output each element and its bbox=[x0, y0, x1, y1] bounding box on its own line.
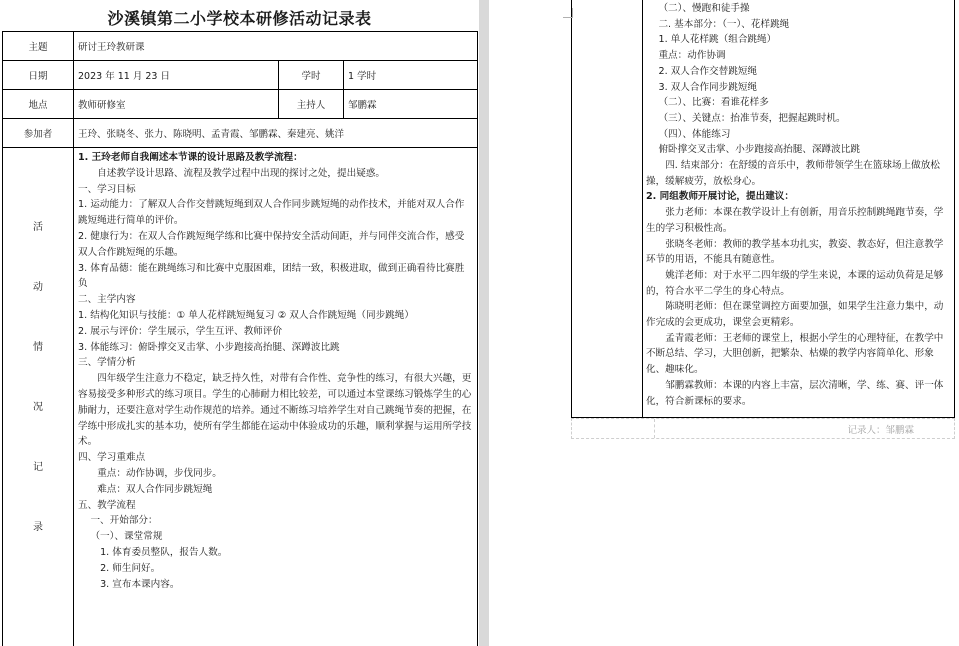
paragraph: 五、教学流程 bbox=[78, 499, 136, 511]
paragraph: 二. 基本部分：（一）、花样跳绳 bbox=[658, 18, 790, 30]
page-gutter bbox=[479, 0, 489, 646]
document-title: 沙溪镇第二小学校本研修活动记录表 bbox=[107, 9, 372, 28]
paragraph: 三、学情分析 bbox=[78, 357, 136, 369]
page-corner-mark bbox=[563, 8, 573, 18]
paragraph: （一）、课堂常规 bbox=[90, 531, 163, 543]
paragraph: 自述教学设计思路、流程及教学过程中出现的探讨之处，提出疑惑。 bbox=[97, 167, 385, 179]
record-content-right bbox=[646, 1, 952, 409]
paragraph: 2. 展示与评价：学生展示，学生互评、教师评价 bbox=[78, 325, 283, 337]
record-label-char: 情 bbox=[33, 342, 43, 353]
paragraph: 邹鹏霖教师：本课的内容上丰富，层次清晰，学、练、赛、评一体化，符合新课标的要求。 bbox=[646, 379, 944, 407]
theme-value: 研讨王玲教研课 bbox=[74, 32, 478, 61]
paragraph: 难点：双人合作同步跳短绳 bbox=[97, 483, 213, 495]
host-label: 主持人 bbox=[279, 90, 344, 119]
paragraph: 3. 宣布本课内容。 bbox=[100, 578, 180, 590]
record-content-left bbox=[78, 150, 473, 592]
paragraph: （四）、体能练习 bbox=[658, 128, 731, 140]
paragraph: 重点：动作协调，步伐同步。 bbox=[97, 467, 222, 479]
record-label-char: 活 bbox=[33, 222, 43, 233]
paragraph: 2. 双人合作交替跳短绳 bbox=[658, 65, 758, 77]
column-divider bbox=[642, 0, 643, 417]
paragraph: 姚洋老师：对于水平二四年级的学生来说，本课的运动负荷是足够的，符合水平二学生的身心特点。 bbox=[646, 269, 944, 297]
paragraph: 陈晓明老师：但在课堂调控方面要加强，如果学生注意力集中，动作完成的会更成功，课堂会更精彩。 bbox=[646, 301, 944, 329]
paragraph: 孟青霞老师：王老师的课堂上，根据小学生的心理特征，在教学中不断总结、学习，大胆创新，把繁杂、枯燥的教学内容简单化、形象化、趣味化。 bbox=[646, 332, 944, 376]
attendees-row bbox=[3, 119, 478, 148]
paragraph: 2. 同组教师开展讨论，提出建议： bbox=[646, 191, 794, 203]
recorder-row bbox=[571, 418, 955, 439]
paragraph: 1. 王玲老师自我阐述本节课的设计思路及教学流程： bbox=[78, 152, 303, 163]
theme-row bbox=[3, 32, 478, 61]
record-form-table bbox=[2, 31, 478, 646]
paragraph: 四年级学生注意力不稳定，缺乏持久性，对带有合作性、竞争性的练习，有很大兴趣，更容易接受多种形式的练习项目。学生的心肺耐力相比较差，可以通过本堂课练习锻炼学生的心肺耐力，还要注意对学生动作规范的培养。通过不断练习培养学生对自己跳绳节奏的把握，在学练中形成扎实的基本功，使所有学生都能在运动中体验成功的乐趣，顺利掌握与运用所学技术。 bbox=[78, 373, 472, 448]
paragraph: 2. 师生问好。 bbox=[100, 562, 161, 574]
attendees-value: 王玲、张晓冬、张力、陈晓明、孟青霞、邹鹏霖、秦建亮、姚洋 bbox=[74, 119, 478, 148]
paragraph: （二）、比赛：看谁花样多 bbox=[658, 97, 769, 109]
record-row bbox=[3, 148, 478, 646]
paragraph: 四、学习重难点 bbox=[78, 452, 146, 464]
paragraph: 重点：动作协调 bbox=[658, 50, 726, 62]
paragraph: 3. 体育品德：能在跳绳练习和比赛中克服困难，团结一致，积极进取，做到正确看待比赛胜负 bbox=[78, 262, 465, 290]
place-row bbox=[3, 90, 478, 119]
paragraph: 2. 健康行为：在双人合作跳短绳学练和比赛中保持安全活动间距，并与同伴交流合作，感受双人合作跳短绳的乐趣。 bbox=[78, 230, 465, 258]
recorder-label: 记录人：邹鹏霖 bbox=[847, 425, 914, 436]
record-label-cell bbox=[3, 148, 74, 646]
column-divider-dashed bbox=[654, 419, 655, 438]
paragraph: （三）、关键点：抬准节奏，把握起跳时机。 bbox=[658, 112, 846, 124]
paragraph: 二、主学内容 bbox=[78, 294, 136, 306]
place-label: 地点 bbox=[3, 90, 74, 119]
record-label-char: 动 bbox=[33, 282, 43, 293]
paragraph: 四. 结束部分：在舒缓的音乐中，教师带领学生在篮球场上做放松操，缓解疲劳，放松身心。 bbox=[646, 160, 940, 187]
paragraph: 一、学习目标 bbox=[78, 183, 136, 195]
hours-label: 学时 bbox=[279, 61, 344, 90]
paragraph: 一、开始部分： bbox=[90, 515, 158, 527]
place-value: 教师研修室 bbox=[74, 90, 279, 119]
paragraph: 1. 运动能力：了解双人合作交替跳短绳到双人合作同步跳短绳的动作技术，并能对双人合作跳短绳进行简单的评价。 bbox=[78, 199, 465, 227]
record-label-char: 况 bbox=[33, 402, 43, 413]
paragraph: 1. 结构化知识与技能：① 单人花样跳短绳复习 ② 双人合作跳短绳（同步跳绳） bbox=[78, 309, 414, 321]
record-table-continued bbox=[571, 0, 955, 418]
hours-value: 1 学时 bbox=[344, 61, 478, 90]
paragraph: 张力老师：本课在教学设计上有创新，用音乐控制跳绳跑节奏，学生的学习积极性高。 bbox=[646, 207, 944, 234]
attendees-label: 参加者 bbox=[3, 119, 74, 148]
paragraph: 3. 双人合作同步跳短绳 bbox=[658, 81, 758, 93]
theme-label: 主题 bbox=[3, 32, 74, 61]
date-row bbox=[3, 61, 478, 90]
record-content-cell bbox=[74, 148, 478, 646]
paragraph: 张晓冬老师：教师的教学基本功扎实，教姿、教态好，但注意教学环节的用语，不能具有随意性。 bbox=[646, 238, 944, 266]
paragraph: 1. 单人花样跳（组合跳绳） bbox=[658, 34, 777, 46]
paragraph: 1. 体育委员整队，报告人数。 bbox=[100, 546, 228, 558]
paragraph: 3. 体能练习：俯卧撑交叉击掌、小步跑接高抬腿、深蹲波比跳 bbox=[78, 341, 340, 353]
record-label-char: 录 bbox=[33, 522, 43, 533]
host-value: 邹鹏霖 bbox=[344, 90, 478, 119]
date-value: 2023 年 11 月 23 日 bbox=[74, 61, 279, 90]
record-label-char: 记 bbox=[33, 462, 43, 473]
date-label: 日期 bbox=[3, 61, 74, 90]
paragraph: 俯卧撑交叉击掌、小步跑接高抬腿、深蹲波比跳 bbox=[658, 144, 860, 156]
paragraph: （二）、慢跑和徒手操 bbox=[658, 3, 750, 14]
